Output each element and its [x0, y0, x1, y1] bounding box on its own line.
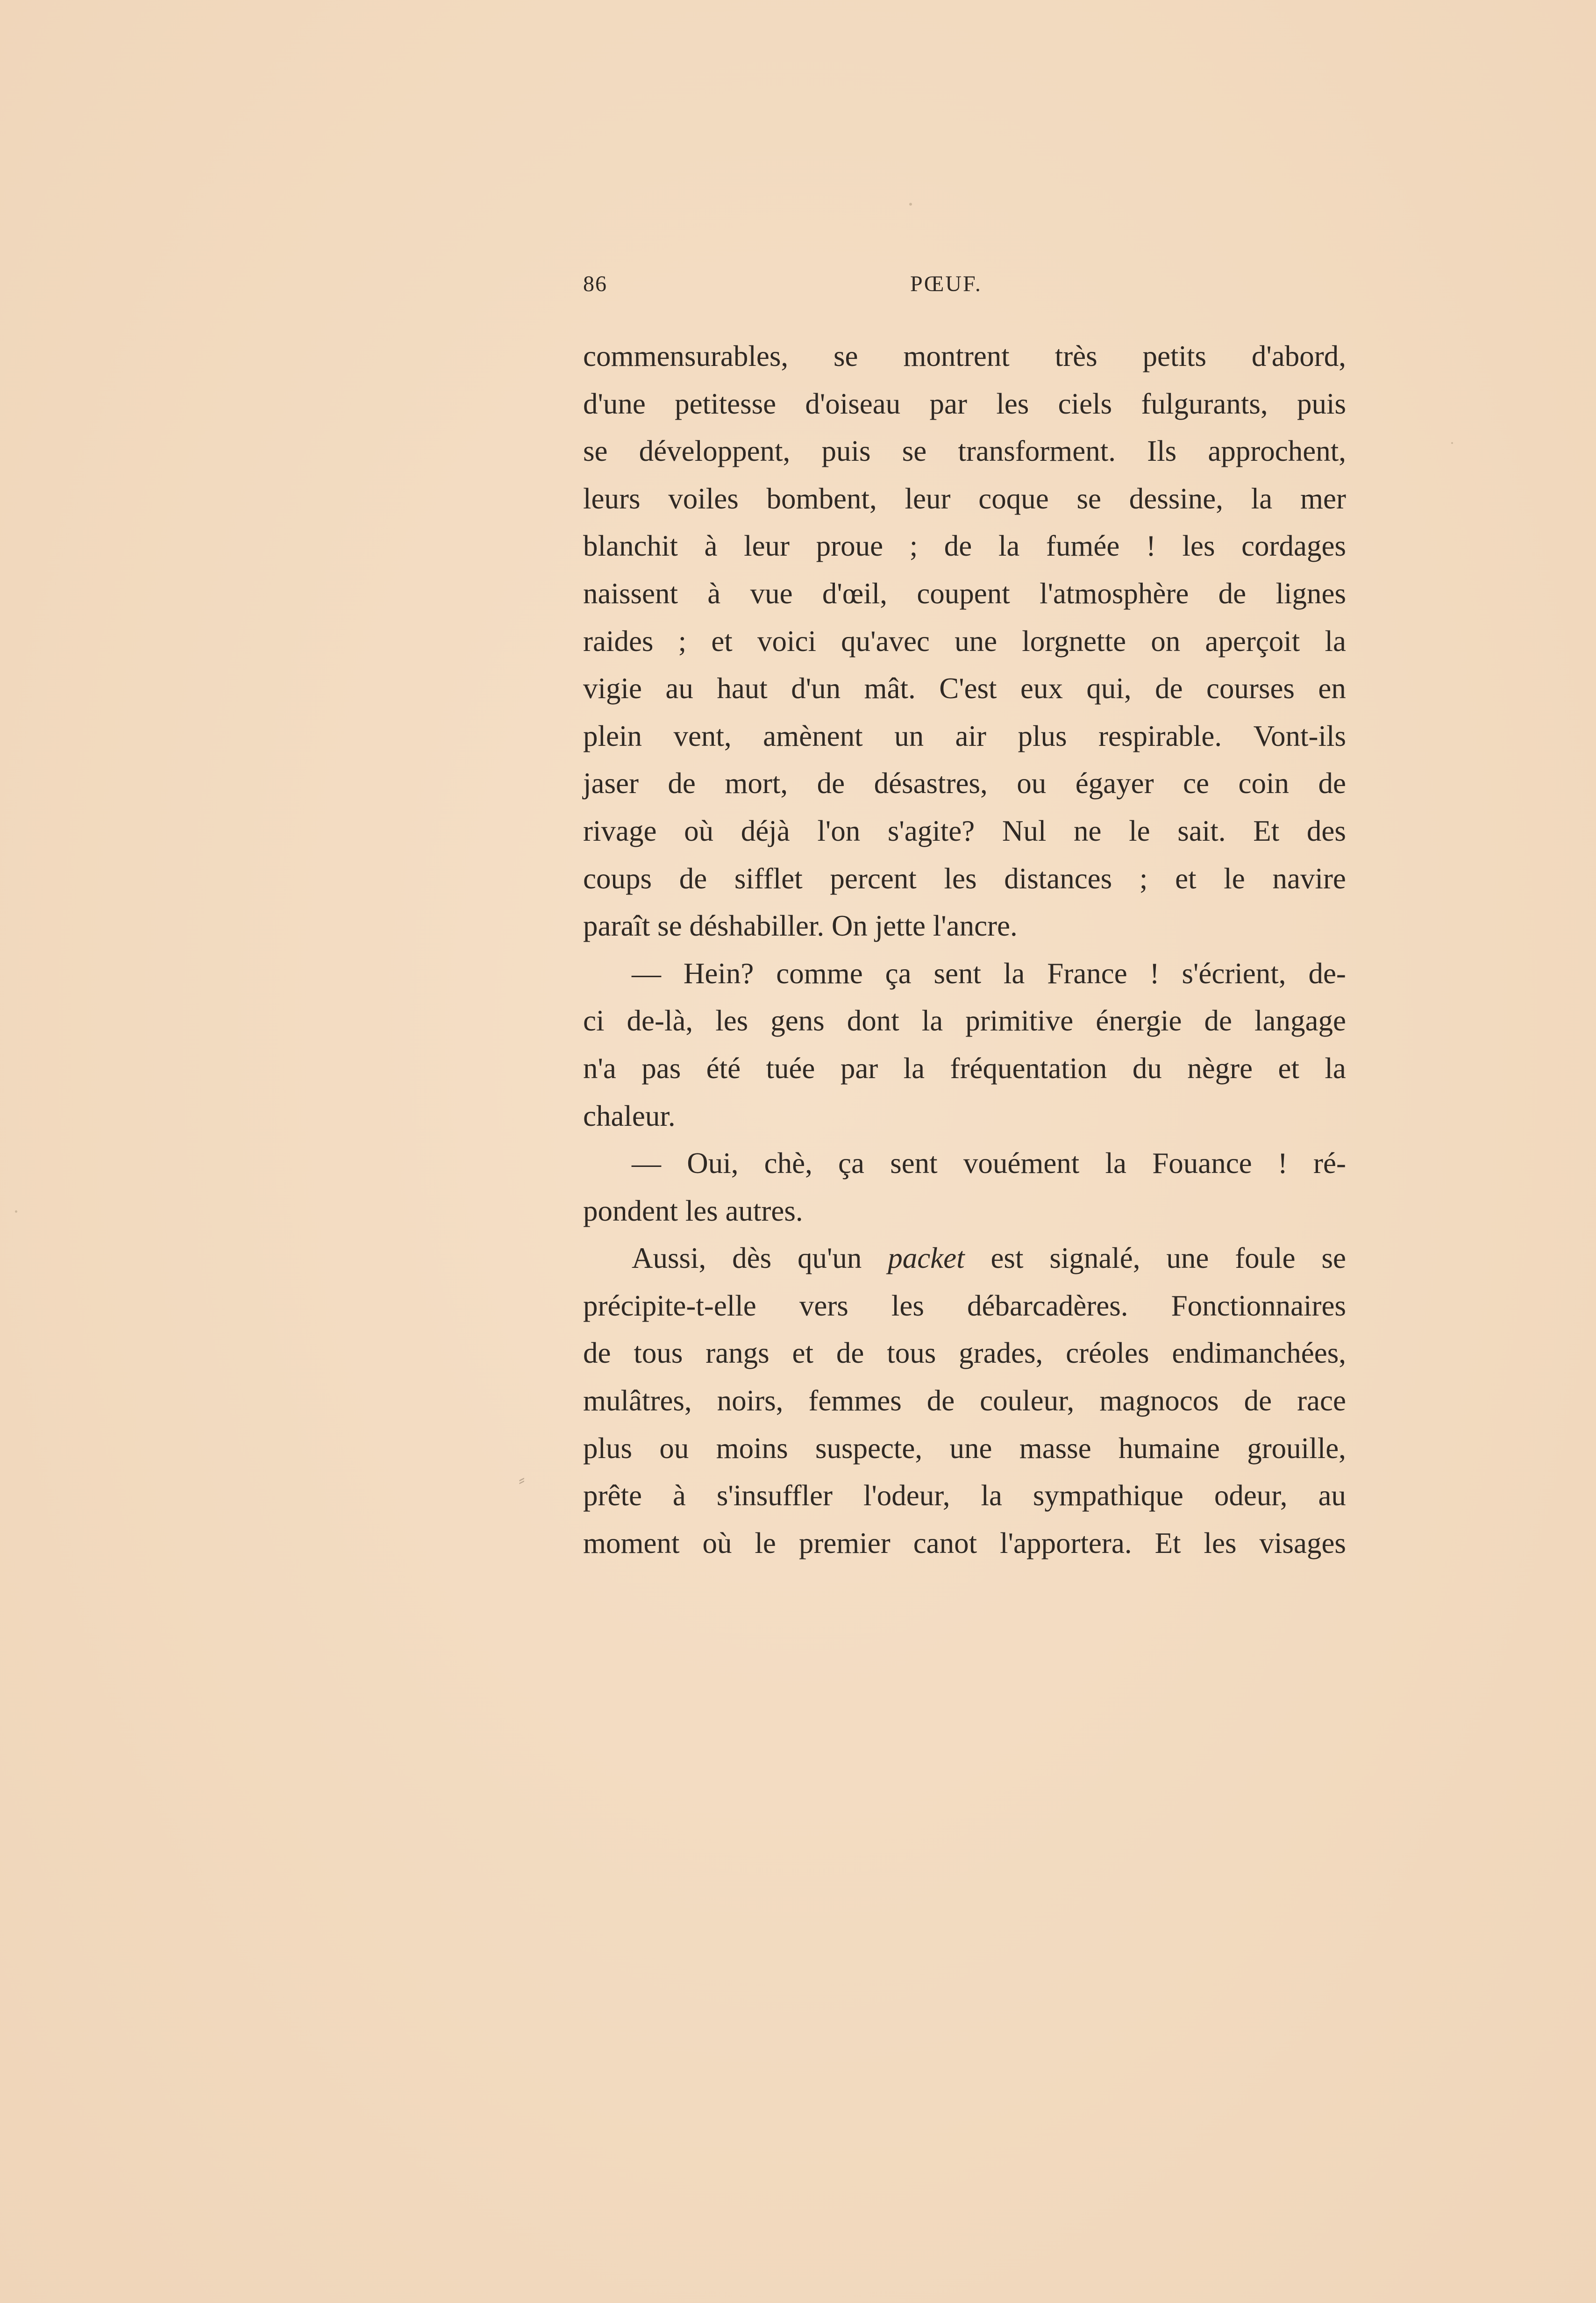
text-line: pondent les autres. — [583, 1194, 803, 1227]
text-line: — Oui, chè, ça sent vouément la Fouance ! ré- — [632, 1147, 1346, 1180]
text-line: prête à s'insuffler l'odeur, la sympathique odeur, au — [583, 1479, 1346, 1512]
text-line: se développent, puis se transforment. Ils approchent, — [583, 435, 1346, 468]
text-line: leurs voiles bombent, leur coque se dessine, la mer — [583, 482, 1346, 515]
text-line: d'une petitesse d'oiseau par les ciels fulgurants, puis — [583, 387, 1346, 420]
margin-mark: ⸗ — [519, 1469, 525, 1490]
page-number: 86 — [583, 272, 607, 296]
paper-speck — [909, 203, 912, 206]
text-line: blanchit à leur proue ; de la fumée ! les cordages — [583, 529, 1346, 563]
text-line: naissent à vue d'œil, coupent l'atmosphère de lignes — [583, 577, 1346, 610]
text-line: moment où le premier canot l'apportera. Et les visages — [583, 1526, 1346, 1559]
text-line: paraît se déshabiller. On jette l'ancre. — [583, 909, 1018, 943]
text-line: plus ou moins suspecte, une masse humaine grouille, — [583, 1431, 1346, 1465]
text-line: précipite-t-elle vers les débarcadères. Fonctionnaires — [583, 1289, 1346, 1322]
text-line: chaleur. — [583, 1099, 676, 1132]
body-text — [583, 333, 1346, 1567]
text-line: rivage où déjà l'on s'agite? Nul ne le sait. Et des — [583, 814, 1346, 847]
text-line: mulâtres, noirs, femmes de couleur, magnocos de race — [583, 1384, 1346, 1417]
text-line: raides ; et voici qu'avec une lorgnette on aperçoit la — [583, 624, 1346, 658]
text-line: ci de-là, les gens dont la primitive énergie de langage — [583, 1004, 1346, 1037]
text-line: coups de sifflet percent les distances ; et le navire — [583, 862, 1346, 895]
text-line: commensurables, se montrent très petits d'abord, — [583, 340, 1346, 372]
text-line: Aussi, dès qu'un packet est signalé, une foule se — [632, 1242, 1346, 1275]
text-line: jaser de mort, de désastres, ou égayer ce coin de — [583, 767, 1346, 800]
paper-speck — [1451, 442, 1453, 444]
page-header — [583, 271, 1346, 304]
text-line: n'a pas été tuée par la fréquentation du nègre et la — [583, 1051, 1346, 1085]
text-line: plein vent, amènent un air plus respirable. Vont-ils — [583, 719, 1346, 752]
paper-speck — [15, 1210, 17, 1213]
text-line: de tous rangs et de tous grades, créoles endimanchées, — [583, 1337, 1346, 1370]
text-line: vigie au haut d'un mât. C'est eux qui, de courses en — [583, 672, 1346, 705]
running-title: PŒUF. — [910, 272, 982, 296]
text-line: — Hein? comme ça sent la France ! s'écrient, de- — [632, 957, 1346, 990]
